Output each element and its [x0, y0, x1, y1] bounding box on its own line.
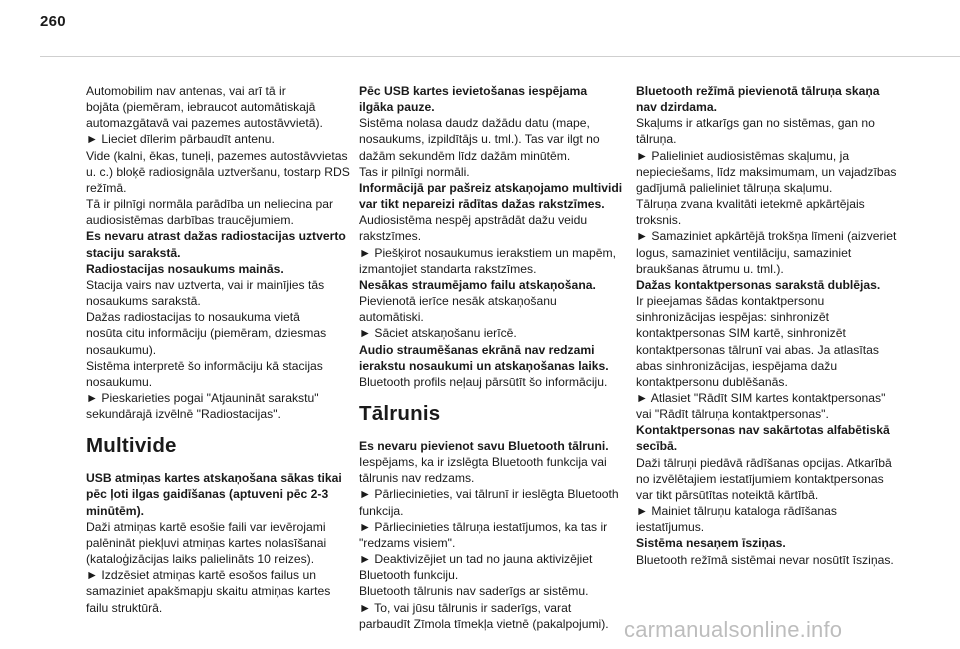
text-line: iestatījumus.	[636, 520, 705, 535]
column-1	[86, 83, 348, 616]
text-line: ierakstu nosaukumi un atskaņošanas laiks.	[359, 358, 609, 373]
text-line: samaziniet apakšmapju skaitu atmiņas kartes	[86, 584, 331, 599]
text-line: Automobilim nav antenas, vai arī tā ir	[86, 84, 286, 98]
text-line: Bluetooth funkciju.	[359, 568, 459, 583]
text-line: braukšanas ātrumu u. tml.).	[636, 261, 784, 276]
text-line: dažām sekundēm līdz dažām minūtēm.	[359, 148, 571, 163]
body-paragraph	[636, 293, 898, 422]
text-line: Tālruņa zvana kvalitāti ietekmē apkārtējais	[636, 197, 865, 212]
watermark: carmanualsonline.info	[624, 617, 843, 642]
text-line: ► Deaktivizējiet un tad no jauna aktivizējiet	[359, 552, 593, 567]
text-line: nepieciešams, līdz maksimumam, un vajadzības	[636, 164, 897, 179]
text-line: ► Palieliniet audiosistēmas skaļumu, ja	[636, 148, 850, 163]
column-3	[636, 83, 898, 568]
text-line: Es nevaru pievienot savu Bluetooth tālruni.	[359, 438, 609, 453]
text-line: Bluetooth profils neļauj pārsūtīt šo informāciju.	[359, 374, 608, 389]
body-paragraph	[636, 115, 898, 277]
text-line: Dažas radiostacijas to nosaukuma vietā	[86, 310, 300, 325]
text-line: secībā.	[636, 439, 678, 454]
text-line: Bluetooth tālrunis nav saderīgs ar sistēmu.	[359, 584, 589, 599]
text-line: ► Pārliecinieties tālruņa iestatījumos, ka tas ir	[359, 519, 608, 534]
body-paragraph	[359, 212, 621, 277]
body-paragraph	[86, 277, 348, 422]
text-line: failu struktūrā.	[86, 600, 163, 615]
text-line: kontaktpersonu dublēšanās.	[636, 374, 788, 389]
text-line: ► Mainiet tālruņu kataloga rādīšanas	[636, 504, 837, 519]
text-line: ► Pieskarieties pogai "Atjaunināt sarakstu"	[86, 390, 319, 405]
text-line: tālrunis nav redzams.	[359, 471, 475, 486]
text-line: ► Sāciet atskaņošanu ierīcē.	[359, 326, 517, 341]
text-line: Sistēma nesaņem īsziņas.	[636, 536, 786, 551]
body-paragraph	[636, 552, 898, 568]
text-line: (kataloģizācijas laiks palielināts 10 reizes).	[86, 552, 315, 567]
body-paragraph	[86, 83, 348, 228]
text-line: minūtēm).	[86, 503, 145, 518]
text-line: logus, samaziniet ventilāciju, samaziniet	[636, 245, 852, 260]
section-heading: Multivide	[86, 434, 177, 458]
question-heading	[359, 83, 621, 115]
question-heading	[636, 535, 898, 551]
text-line: Informācijā par pašreiz atskaņojamo multividi	[359, 180, 623, 195]
body-paragraph	[636, 455, 898, 536]
text-line: ► Atlasiet "Rādīt SIM kartes kontaktpersonas"	[636, 390, 886, 405]
text-line: var tikt nepareizi rādītas dažas rakstzīmes.	[359, 197, 605, 212]
text-line: Audio straumēšanas ekrānā nav redzami	[359, 342, 595, 357]
text-line: nosūta citu informāciju (piemēram, dziesmas	[86, 326, 327, 341]
body-paragraph	[359, 115, 621, 180]
text-line: režīmā.	[86, 180, 127, 195]
text-line: Es nevaru atrast dažas radiostacijas uztverto	[86, 229, 346, 244]
text-line: Nesākas straumējamo failu atskaņošana.	[359, 277, 596, 292]
text-line: rakstzīmes.	[359, 229, 422, 244]
text-line: Bluetooth režīmā sistēmai nevar nosūtīt īsziņas.	[636, 552, 894, 567]
text-line: nosaukumu).	[86, 342, 157, 357]
column-2	[359, 83, 621, 632]
question-heading	[359, 438, 621, 454]
question-heading	[636, 422, 898, 454]
text-line: Daži tālruņi piedāvā rādīšanas opcijas. Atkarībā	[636, 455, 892, 470]
text-line: ► To, vai jūsu tālrunis ir saderīgs, varat	[359, 600, 572, 615]
text-line: Pievienotā ierīce nesāk atskaņošanu	[359, 294, 557, 309]
text-line: Daži atmiņas kartē esošie faili var ievērojami	[86, 519, 326, 534]
text-line: Iespējams, ka ir izslēgta Bluetooth funkcija vai	[359, 455, 607, 470]
body-paragraph	[359, 374, 621, 390]
text-line: Sistēma nolasa daudz dažādu datu (mape,	[359, 116, 590, 131]
question-heading	[359, 342, 621, 374]
text-line: Dažas kontaktpersonas sarakstā dublējas.	[636, 277, 881, 292]
text-line: ► Piešķirot nosaukumus ierakstiem un mapēm,	[359, 245, 616, 260]
text-line: automātiski.	[359, 310, 424, 325]
text-line: ► Lieciet dīlerim pārbaudīt antenu.	[86, 132, 275, 147]
text-line: Audiosistēma nespēj apstrādāt dažu veidu	[359, 213, 588, 228]
text-line: automazgātavā vai pazemes autostāvvietā).	[86, 116, 323, 131]
text-line: troksnis.	[636, 213, 682, 228]
text-line: sekundārajā izvēlnē "Radiostacijas".	[86, 407, 281, 422]
text-line: tālruņa.	[636, 132, 677, 147]
question-heading	[359, 180, 621, 212]
question-heading	[86, 228, 348, 276]
text-line: ilgāka pauze.	[359, 100, 435, 115]
text-line: no izvēlētajiem iestatījumiem kontaktpersonas	[636, 471, 884, 486]
text-line: funkcija.	[359, 503, 404, 518]
text-line: vai "Rādīt tālruņa kontaktpersonas".	[636, 407, 829, 422]
text-line: Skaļums ir atkarīgs gan no sistēmas, gan no	[636, 116, 875, 131]
text-line: Sistēma interpretē šo informāciju kā stacijas	[86, 358, 323, 373]
text-line: Tā ir pilnīgi normāla parādība un neliecina par	[86, 197, 334, 212]
header-rule	[40, 56, 960, 57]
text-line: nosaukums, izpildītājs u. tml.). Tas var ilgt no	[359, 132, 600, 147]
text-line: Ir pieejamas šādas kontaktpersonu	[636, 294, 825, 309]
body-paragraph	[359, 454, 621, 632]
text-line: ► Pārliecinieties, vai tālrunī ir ieslēgta Bluetooth	[359, 487, 619, 502]
text-line: u. c.) bloķē radiosignāla uztveršanu, tostarp RDS	[86, 164, 350, 179]
question-heading	[359, 277, 621, 293]
text-line: parbaudīt Zīmola tīmekļa vietnē (pakalpojumi).	[359, 616, 609, 631]
text-line: palēnināt piekļuvi atmiņas kartes nolasīšanai	[86, 535, 327, 550]
question-heading	[636, 83, 898, 115]
text-line: Vide (kalni, ēkas, tuneļi, pazemes autostāvvietas	[86, 148, 348, 163]
text-line: kontaktpersonas tālrunī vai abas. Ja atlasītas	[636, 342, 879, 357]
text-line: pēc ļoti ilgas gaidīšanas (aptuveni pēc 2-3	[86, 487, 329, 502]
text-line: ► Izdzēsiet atmiņas kartē esošos failus un	[86, 568, 316, 583]
text-line: Kontaktpersonas nav sakārtotas alfabētiskā	[636, 423, 890, 438]
text-line: abas sinhronizācijas, iespējama dažu	[636, 358, 838, 373]
text-line: Pēc USB kartes ievietošanas iespējama	[359, 84, 588, 98]
text-line: Stacija vairs nav uztverta, vai ir mainījies tās	[86, 277, 325, 292]
text-line: bojāta (piemēram, iebraucot automātiskajā	[86, 100, 316, 115]
body-paragraph	[359, 293, 621, 341]
page-number: 260	[40, 13, 66, 30]
text-line: staciju sarakstā.	[86, 245, 181, 260]
text-line: izmantojiet standarta rakstzīmes.	[359, 261, 537, 276]
text-line: Tas ir pilnīgi normāli.	[359, 164, 470, 179]
text-line: ► Samaziniet apkārtējā trokšņa līmeni (aizveriet	[636, 229, 897, 244]
question-heading	[636, 277, 898, 293]
text-line: USB atmiņas kartes atskaņošana sākas tikai	[86, 471, 342, 486]
section-heading: Tālrunis	[359, 401, 441, 425]
text-line: Bluetooth režīmā pievienotā tālruņa skaņa	[636, 84, 880, 98]
text-line: sinhronizācijas iespējas: sinhronizēt	[636, 310, 829, 325]
text-line: kontaktpersonas SIM kartē, sinhronizēt	[636, 326, 846, 341]
text-line: nav dzirdama.	[636, 100, 717, 115]
body-paragraph	[86, 519, 348, 616]
text-line: Radiostacijas nosaukums mainās.	[86, 261, 284, 276]
text-line: gadījumā palieliniet tālruņa skaļumu.	[636, 180, 833, 195]
text-line: var tikt pārsūtītas noteiktā kārtībā.	[636, 487, 819, 502]
question-heading	[86, 470, 348, 518]
text-line: nosaukumu.	[86, 374, 153, 389]
text-line: nosaukums sarakstā.	[86, 294, 201, 309]
text-line: "redzams visiem".	[359, 535, 456, 550]
text-line: audiosistēmas darbības traucējumiem.	[86, 213, 294, 228]
